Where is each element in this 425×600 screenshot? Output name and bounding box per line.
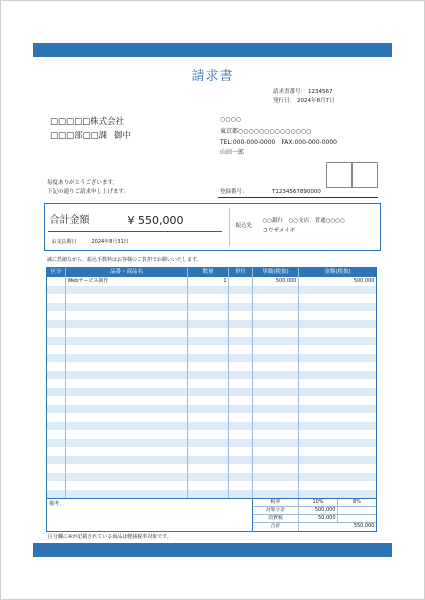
category-cell [47,294,66,303]
table-row [47,439,376,448]
quantity-cell [188,456,229,465]
table-row [47,277,376,286]
quantity-cell [188,328,229,337]
category-cell [47,311,66,320]
quantity-cell [188,345,229,354]
item-name-cell [66,320,188,329]
due-date-value: 2024年8月31日 [91,238,129,245]
grand-total-label: 合計 [253,523,299,531]
unit-price-cell [253,371,299,380]
amount-cell [299,422,376,431]
total-summary-box [44,203,381,251]
unit-price-cell [253,303,299,312]
unit-cell [229,439,253,448]
table-row [47,320,376,329]
table-row [47,362,376,371]
unit-price-cell [253,388,299,397]
unit-cell [229,481,253,490]
table-row [47,413,376,422]
amount-cell [299,286,376,295]
column-header-category: 区分 [47,268,66,277]
unit-cell [229,456,253,465]
category-cell [47,303,66,312]
item-name-cell [66,345,188,354]
unit-price-cell: 500,000 [253,277,299,286]
recipient-honorific: 御中 [114,130,132,141]
recipient-department: □□□部□□課 [50,130,108,141]
unit-cell [229,311,253,320]
category-cell [47,464,66,473]
amount-cell [299,345,376,354]
amount-cell [299,481,376,490]
category-cell [47,345,66,354]
column-header-quantity: 数量 [188,268,229,277]
unit-price-cell [253,490,299,499]
quantity-cell [188,473,229,482]
category-cell [47,396,66,405]
unit-price-cell [253,396,299,405]
issuer-person: 山田一郎 [220,149,245,156]
quantity-cell [188,422,229,431]
tax-rate-label: 税率 [253,499,299,506]
table-row [47,345,376,354]
total-amount-label: 合計金額 [49,214,90,226]
transfer-fee-note: 誠に恐縮ながら、振込手数料はお客様のご負担でお願いいたします。 [47,256,202,263]
item-name-cell [66,490,188,499]
amount-cell [299,328,376,337]
unit-price-cell [253,473,299,482]
grand-total-row [253,523,376,531]
top-accent-bar [33,43,392,57]
amount-cell: 500,000 [353,278,375,284]
item-name-cell: Webサービス制作 [66,277,188,286]
amount-cell [299,320,376,329]
consumption-tax-row [253,515,376,523]
due-date-label: お支払期日 [51,238,77,245]
issue-date [273,99,335,105]
column-header-unit-price: 単価(税抜) [253,268,299,277]
unit-price-cell [253,362,299,371]
unit-cell [229,345,253,354]
registration-underline [218,197,378,198]
amount-cell [299,464,376,473]
quantity-cell [188,337,229,346]
unit-cell [229,320,253,329]
line-items-table [46,267,377,499]
consumption-tax-10: 50,000 [299,515,338,522]
bank-account: ○○銀行 ○○支店 普通○○○○ [262,217,345,224]
tax-rate-8: 8% [353,499,361,505]
unit-price-cell [253,345,299,354]
item-name-cell [66,294,188,303]
remarks-label: 備考： [49,500,65,507]
quantity-cell [188,294,229,303]
category-cell [47,439,66,448]
amount-cell [299,379,376,388]
quantity-cell [188,320,229,329]
amount-cell [299,388,376,397]
item-name-cell [66,379,188,388]
unit-cell [229,464,253,473]
unit-price-cell [253,481,299,490]
unit-price-cell [253,456,299,465]
quantity-cell [188,311,229,320]
item-name-cell [66,413,188,422]
amount-cell [299,430,376,439]
consumption-tax-8 [338,515,376,522]
category-cell [47,422,66,431]
item-name-cell [66,371,188,380]
amount-cell [299,456,376,465]
amount-cell [299,473,376,482]
unit-price-cell [253,413,299,422]
item-name-cell [66,439,188,448]
registration-label: 登録番号： [220,189,248,195]
recipient-company: □□□□□株式会社 [50,116,125,127]
unit-price-cell [253,328,299,337]
unit-price-cell [253,294,299,303]
unit-cell [229,362,253,371]
quantity-cell [188,379,229,388]
table-row [47,464,376,473]
item-name-cell [66,396,188,405]
table-row [47,473,376,482]
total-amount-value: ¥ 550,000 [127,213,184,227]
column-header-item-name: 品番・商品名 [66,268,188,277]
table-row [47,490,376,499]
item-name-cell [66,328,188,337]
amount-cell [299,447,376,456]
category-cell [47,328,66,337]
table-row [47,311,376,320]
registration-number: T1234567890000 [272,189,321,195]
item-name-cell [66,447,188,456]
quantity-cell [188,447,229,456]
category-cell [47,277,66,286]
issue-date-label: 発行日： [273,98,296,104]
category-cell [47,320,66,329]
category-cell [47,379,66,388]
subtotal-row [253,507,376,515]
table-body [47,277,376,498]
unit-cell [229,277,253,286]
category-cell [47,286,66,295]
unit-cell [229,354,253,363]
quantity-cell [188,303,229,312]
category-cell [47,481,66,490]
item-name-cell [66,303,188,312]
table-row [47,371,376,380]
unit-price-cell [253,286,299,295]
subtotal-10: 500,000 [299,507,338,514]
summary-divider [229,208,230,246]
unit-price-cell [253,439,299,448]
category-cell [47,362,66,371]
unit-cell [229,396,253,405]
table-row [47,328,376,337]
amount-cell [299,413,376,422]
issuer-contact: TEL:000-000-0000 FAX:000-000-0000 [220,139,337,146]
unit-price-cell [253,430,299,439]
item-name-cell [66,354,188,363]
table-row [47,354,376,363]
unit-cell [229,430,253,439]
table-row [47,422,376,431]
unit-cell [229,388,253,397]
stamp-box-2 [352,162,378,188]
document-title: 請求書 [191,69,234,84]
quantity-cell [188,371,229,380]
issuer-name: ○○○○ [220,116,241,123]
invoice-number [273,90,333,96]
greeting-line-2: 下記の通りご請求申し上げます。 [47,189,130,195]
table-row [47,396,376,405]
category-cell [47,430,66,439]
quantity-cell [188,464,229,473]
grand-total-value: 550,000 [353,523,375,529]
category-cell [47,337,66,346]
unit-cell [229,473,253,482]
unit-cell [229,371,253,380]
total-amount-underline [48,231,222,232]
quantity-cell [188,388,229,397]
unit-cell [229,303,253,312]
amount-cell [299,294,376,303]
unit-price-cell [253,354,299,363]
item-name-cell [66,473,188,482]
table-row [47,430,376,439]
unit-cell [229,337,253,346]
quantity-cell [188,430,229,439]
amount-cell [299,490,376,499]
remarks-box [46,498,253,532]
greeting-line-1: 毎度ありがとうございます。 [47,180,119,186]
unit-cell [229,328,253,337]
quantity-cell [188,354,229,363]
consumption-tax-label: 消費税 [253,515,299,522]
item-name-cell [66,388,188,397]
subtotal-label: 対象小計 [253,507,299,514]
amount-cell [299,337,376,346]
amount-cell [299,362,376,371]
table-header-row [47,268,376,277]
table-row [47,388,376,397]
amount-cell [299,311,376,320]
table-row [47,379,376,388]
amount-cell [299,354,376,363]
stamp-box-1 [326,162,352,188]
unit-cell [229,294,253,303]
quantity-cell [188,481,229,490]
unit-price-cell [253,405,299,414]
unit-cell [229,405,253,414]
item-name-cell [66,422,188,431]
reduced-tax-footnote: 区分欄に※が記載されている商品は軽減税率対象です。 [48,533,172,540]
category-cell [47,490,66,499]
quantity-cell [188,490,229,499]
item-name-cell [66,337,188,346]
quantity-cell: 1 [188,277,229,286]
category-cell [47,456,66,465]
table-row [47,294,376,303]
unit-price-cell [253,320,299,329]
table-row [47,405,376,414]
item-name-cell [66,286,188,295]
unit-price-cell [253,447,299,456]
table-row [47,456,376,465]
table-row [47,481,376,490]
column-header-unit: 単位 [229,268,253,277]
item-name-cell [66,464,188,473]
category-cell [47,447,66,456]
bottom-accent-bar [33,543,392,557]
quantity-cell [188,396,229,405]
amount-cell [299,439,376,448]
amount-cell [299,396,376,405]
unit-cell [229,286,253,295]
item-name-cell [66,430,188,439]
quantity-cell [188,405,229,414]
amount-cell [299,303,376,312]
quantity-cell [188,362,229,371]
table-row [47,286,376,295]
amount-cell [299,371,376,380]
item-name-cell [66,481,188,490]
item-name-cell [66,405,188,414]
unit-cell [229,422,253,431]
unit-price-cell [253,337,299,346]
item-name-cell [66,362,188,371]
bank-label: 振込先 [235,222,253,229]
unit-price-cell [253,311,299,320]
subtotal-8 [338,507,376,514]
category-cell [47,371,66,380]
unit-cell [229,379,253,388]
item-name-cell [66,311,188,320]
category-cell [47,413,66,422]
category-cell [47,473,66,482]
bank-account-holder: コウザメイギ [262,227,296,234]
tax-rate-10: 10% [299,499,338,506]
issue-date-value: 2024年8月7日 [297,98,335,104]
unit-cell [229,413,253,422]
quantity-cell [188,439,229,448]
amount-cell [299,405,376,414]
invoice-number-label: 請求書番号： [273,89,307,95]
table-row [47,447,376,456]
issuer-address: 東京都○○○○○○○○○○○○○○ [220,128,312,135]
tax-rate-row [253,499,376,507]
unit-cell [229,490,253,499]
unit-price-cell [253,422,299,431]
invoice-number-value: 1234567 [308,89,333,95]
unit-price-cell [253,464,299,473]
item-name-cell [66,456,188,465]
quantity-cell [188,413,229,422]
table-row [47,303,376,312]
category-cell [47,388,66,397]
tax-summary-table [253,498,377,532]
category-cell [47,405,66,414]
unit-cell [229,447,253,456]
quantity-cell [188,286,229,295]
column-header-amount: 金額(税抜) [324,269,351,275]
table-row [47,337,376,346]
category-cell [47,354,66,363]
unit-price-cell [253,379,299,388]
